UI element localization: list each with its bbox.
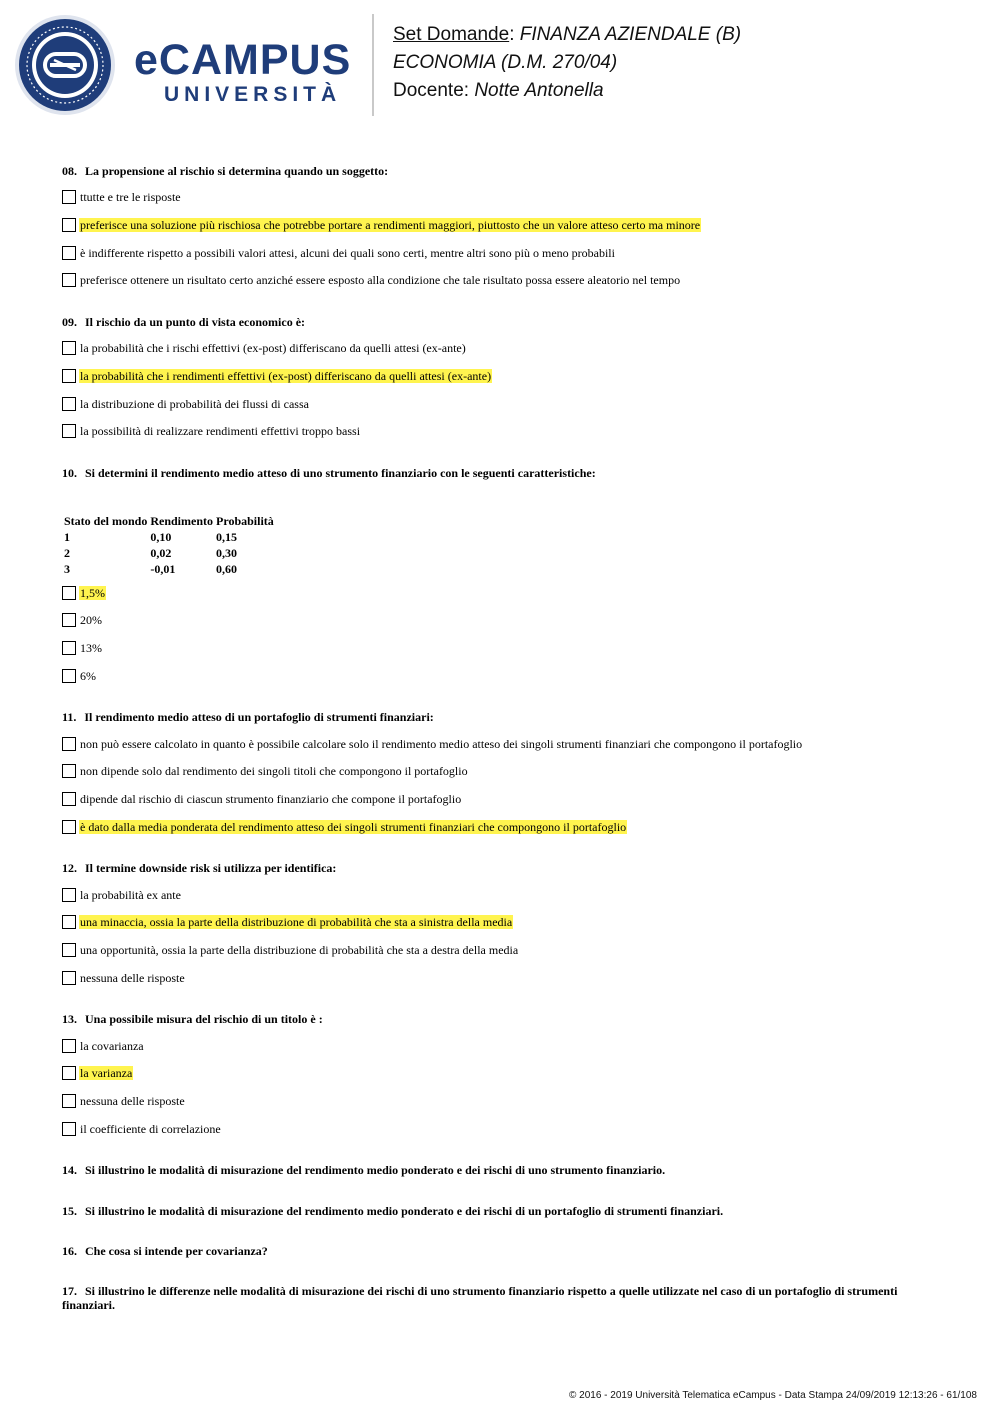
option-10-d[interactable] [62, 668, 97, 684]
option-text: la probabilità che i rischi effettivi (ex-post) differiscano da quelli attesi (ex-ante) [80, 341, 466, 355]
table-header: Probabilità [216, 514, 274, 528]
question-text: Una possibile misura del rischio di un titolo è : [85, 1012, 323, 1026]
set-label: Set Domande [393, 24, 510, 45]
option-13-c[interactable] [62, 1093, 186, 1109]
option-13-d[interactable] [62, 1121, 222, 1137]
checkbox[interactable] [62, 369, 76, 383]
question-09 [62, 315, 305, 329]
option-10-c[interactable] [62, 640, 103, 656]
question-text: Il termine downside risk si utilizza per identifica: [85, 861, 337, 875]
document-meta [393, 21, 741, 105]
option-text: ttutte e tre le risposte [80, 190, 181, 204]
question-text: Si determini il rendimento medio atteso di uno strumento finanziario con le seguenti caratteristiche: [85, 466, 596, 480]
table-row [62, 529, 275, 545]
table-header: Stato del mondo [64, 514, 148, 528]
option-08-b[interactable] [62, 217, 701, 233]
option-09-a[interactable] [62, 340, 467, 356]
question-text: Si illustrino le modalità di misurazione del rendimento medio ponderato e dei rischi di un portafoglio di strumenti finanziari. [85, 1204, 724, 1218]
checkbox[interactable] [62, 1066, 76, 1080]
question-number: 12. [62, 861, 77, 875]
question-number: 10. [62, 466, 77, 480]
checkbox[interactable] [62, 888, 76, 902]
question-12 [62, 861, 336, 875]
option-08-d[interactable] [62, 272, 681, 288]
option-12-b[interactable] [62, 914, 513, 930]
set-line [393, 21, 741, 49]
table-row [62, 561, 275, 577]
question-text: La propensione al rischio si determina quando un soggetto: [85, 164, 389, 178]
set-colon: : [509, 24, 515, 45]
question-number: 11. [62, 710, 77, 724]
option-text: 20% [80, 613, 102, 627]
teacher-line [393, 77, 741, 105]
checkbox[interactable] [62, 218, 76, 232]
option-text: la possibilità di realizzare rendimenti effettivi troppo bassi [80, 424, 361, 438]
table-cell: 0,10 [150, 530, 172, 544]
table-cell: -0,01 [150, 562, 176, 576]
checkbox[interactable] [62, 641, 76, 655]
question-number: 13. [62, 1012, 77, 1026]
option-text: la distribuzione di probabilità dei flussi di cassa [80, 397, 309, 411]
checkbox[interactable] [62, 1122, 76, 1136]
teacher-label: Docente: [393, 80, 470, 101]
option-11-d[interactable] [62, 819, 627, 835]
question-10 [62, 466, 596, 480]
table-header: Rendimento [150, 514, 214, 528]
option-08-a[interactable] [62, 189, 182, 205]
option-09-c[interactable] [62, 396, 310, 412]
option-text: non può essere calcolato in quanto è possibile calcolare solo il rendimento medio atteso dei singoli strumenti finanziari che compongono il portafoglio [80, 737, 803, 751]
brand-subtitle: UNIVERSITÀ [164, 83, 342, 106]
option-12-c[interactable] [62, 942, 519, 958]
checkbox[interactable] [62, 1094, 76, 1108]
probability-table [62, 513, 275, 577]
question-17 [62, 1284, 942, 1312]
question-text: Il rendimento medio atteso di un portafoglio di strumenti finanziari: [84, 710, 434, 724]
table-cell: 3 [64, 562, 70, 576]
option-text-highlighted: è dato dalla media ponderata del rendimento atteso dei singoli strumenti finanziari che compongono il portafoglio [80, 820, 627, 834]
table-cell: 0,30 [216, 546, 238, 560]
course-name: FINANZA AZIENDALE (B) [519, 24, 742, 45]
option-10-b[interactable] [62, 612, 103, 628]
checkbox[interactable] [62, 341, 76, 355]
option-text: la probabilità ex ante [80, 888, 181, 902]
question-text: Il rischio da un punto di vista economico è: [85, 315, 306, 329]
option-text-highlighted: preferisce una soluzione più rischiosa che potrebbe portare a rendimenti maggiori, piuttosto che un valore atteso certo ma minore [80, 218, 701, 232]
question-11 [62, 710, 434, 724]
option-08-c[interactable] [62, 245, 616, 261]
checkbox[interactable] [62, 971, 76, 985]
checkbox[interactable] [62, 613, 76, 627]
question-number: 08. [62, 164, 77, 178]
option-12-a[interactable] [62, 887, 182, 903]
option-text: non dipende solo dal rendimento dei singoli titoli che compongono il portafoglio [80, 764, 468, 778]
option-text: 13% [80, 641, 102, 655]
option-text: nessuna delle risposte [80, 1094, 185, 1108]
option-text: dipende dal rischio di ciascun strumento finanziario che compone il portafoglio [80, 792, 462, 806]
ecampus-seal-logo [14, 14, 116, 116]
option-11-b[interactable] [62, 763, 469, 779]
checkbox[interactable] [62, 1039, 76, 1053]
checkbox[interactable] [62, 669, 76, 683]
option-text: nessuna delle risposte [80, 971, 185, 985]
checkbox[interactable] [62, 190, 76, 204]
option-13-b[interactable] [62, 1065, 133, 1081]
table-cell: 2 [64, 546, 70, 560]
table-cell: 1 [64, 530, 70, 544]
question-14 [62, 1163, 665, 1177]
question-08 [62, 164, 388, 178]
checkbox[interactable] [62, 820, 76, 834]
question-number: 09. [62, 315, 77, 329]
checkbox[interactable] [62, 737, 76, 751]
question-number: 17. [62, 1284, 77, 1298]
question-text: Si illustrino le modalità di misurazione del rendimento medio ponderato e dei rischi di uno strumento finanziario. [85, 1163, 666, 1177]
checkbox[interactable] [62, 943, 76, 957]
option-text: il coefficiente di correlazione [80, 1122, 221, 1136]
degree-line [393, 49, 741, 77]
option-text-highlighted: la probabilità che i rendimenti effettivi (ex-post) differiscano da quelli attesi (ex-ante) [80, 369, 492, 383]
option-11-a[interactable] [62, 736, 803, 752]
option-12-d[interactable] [62, 970, 186, 986]
option-13-a[interactable] [62, 1038, 145, 1054]
option-text: 6% [80, 669, 96, 683]
checkbox[interactable] [62, 424, 76, 438]
option-11-c[interactable] [62, 791, 462, 807]
option-09-d[interactable] [62, 423, 361, 439]
question-number: 16. [62, 1244, 77, 1258]
question-number: 14. [62, 1163, 77, 1177]
option-text: preferisce ottenere un risultato certo anziché essere esposto alla condizione che tale risultato possa essere aleatorio nel tempo [80, 273, 681, 287]
checkbox[interactable] [62, 764, 76, 778]
question-15 [62, 1204, 723, 1218]
checkbox[interactable] [62, 397, 76, 411]
question-text: Che cosa si intende per covarianza? [85, 1244, 268, 1258]
option-text-highlighted: 1,5% [80, 586, 105, 600]
question-text: Si illustrino le differenze nelle modalità di misurazione dei rischi di uno strumento finanziario rispetto a quelle utilizzate nel caso di un portafoglio di strumenti finanziari. [62, 1284, 898, 1312]
question-16 [62, 1244, 268, 1258]
checkbox[interactable] [62, 586, 76, 600]
table-row [62, 545, 275, 561]
brand-wordmark [134, 38, 351, 108]
teacher-name: Notte Antonella [474, 80, 604, 101]
checkbox[interactable] [62, 792, 76, 806]
option-text-highlighted: una minaccia, ossia la parte della distribuzione di probabilità che sta a sinistra della media [80, 915, 513, 929]
table-cell: 0,60 [216, 562, 238, 576]
question-number: 15. [62, 1204, 77, 1218]
option-text: la covarianza [80, 1039, 144, 1053]
option-10-a[interactable] [62, 585, 106, 601]
table-cell: 0,02 [150, 546, 172, 560]
option-text-highlighted: la varianza [80, 1066, 133, 1080]
degree-name: ECONOMIA (D.M. 270/04) [393, 52, 618, 73]
checkbox[interactable] [62, 273, 76, 287]
checkbox[interactable] [62, 246, 76, 260]
option-text: una opportunità, ossia la parte della distribuzione di probabilità che sta a destra della media [80, 943, 519, 957]
option-09-b[interactable] [62, 368, 492, 384]
checkbox[interactable] [62, 915, 76, 929]
brand-name: eCAMPUS [134, 36, 352, 84]
option-text: è indifferente rispetto a possibili valori attesi, alcuni dei quali sono certi, mentre altri sono più o meno probabili [80, 246, 615, 260]
table-header-row [62, 513, 275, 529]
header-divider [372, 14, 374, 116]
table-cell: 0,15 [216, 530, 238, 544]
page-footer: © 2016 - 2019 Università Telematica eCampus - Data Stampa 24/09/2019 12:13:26 - 61/108 [569, 1390, 977, 1401]
question-13 [62, 1012, 323, 1026]
